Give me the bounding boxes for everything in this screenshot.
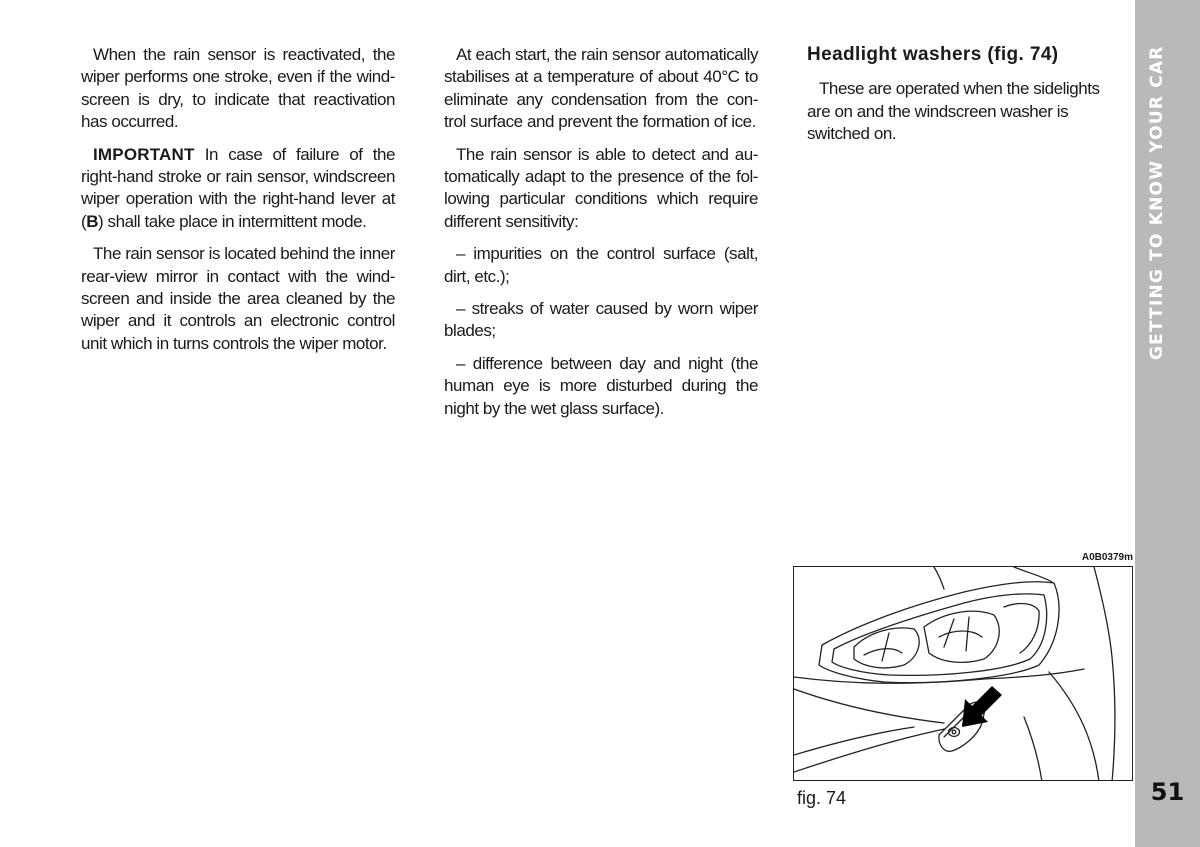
- figure-headlight-washer: [793, 566, 1133, 781]
- headlight-washers-heading: Headlight washers (fig. 74): [807, 44, 1059, 65]
- chapter-sidebar: [1135, 0, 1200, 847]
- figure-caption: fig. 74: [797, 788, 847, 808]
- page-number: 51: [1150, 778, 1185, 806]
- chapter-title: GETTING TO KNOW YOUR CAR: [1147, 45, 1167, 360]
- paragraph-headlight-washers: These are operated when the sidelights are on and the windscreen washer is switched on.: [807, 79, 1100, 144]
- figure-code: A0B0379m: [1081, 552, 1133, 563]
- important-text-a: In case of failure of the right-hand stroke or rain sensor, windscreen wiper operation with the right-hand lever at (: [81, 144, 395, 231]
- paragraph-important: [81, 144, 395, 234]
- text-column-2: [444, 44, 758, 430]
- list-item-day-night: – difference between day and night (the human eye is more disturbed during the night by the wet glass surface).: [444, 353, 758, 418]
- text-column-1: [81, 44, 395, 365]
- paragraph-stabilisation: At each start, the rain sensor automatically stabilises at a temperature of about 40°C to eliminate any condensation from the con-trol surface and prevent the formation of ice.: [444, 45, 758, 132]
- important-label: IMPORTANT: [93, 144, 195, 164]
- headlight-illustration: [794, 567, 1133, 781]
- important-lever-letter: B: [86, 211, 99, 231]
- paragraph-reactivation: When the rain sensor is reactivated, the wiper performs one stroke, even if the wind-screen is dry, to indicate that reactivation has occurred.: [81, 45, 395, 132]
- list-item-impurities: – impurities on the control surface (salt, dirt, etc.);: [444, 244, 758, 286]
- list-item-streaks: – streaks of water caused by worn wiper blades;: [444, 299, 758, 341]
- paragraph-sensor-location: The rain sensor is located behind the inner rear-view mirror in contact with the wind-screen and inside the area cleaned by the wiper and it controls an electronic control unit which in turns controls the wiper motor.: [81, 244, 395, 353]
- paragraph-adapt: The rain sensor is able to detect and au-tomatically adapt to the presence of the fol-lowing particular conditions which require different sensitivity:: [444, 144, 758, 231]
- text-column-3: [807, 44, 1121, 156]
- important-text-b: ) shall take place in intermittent mode.: [98, 211, 367, 231]
